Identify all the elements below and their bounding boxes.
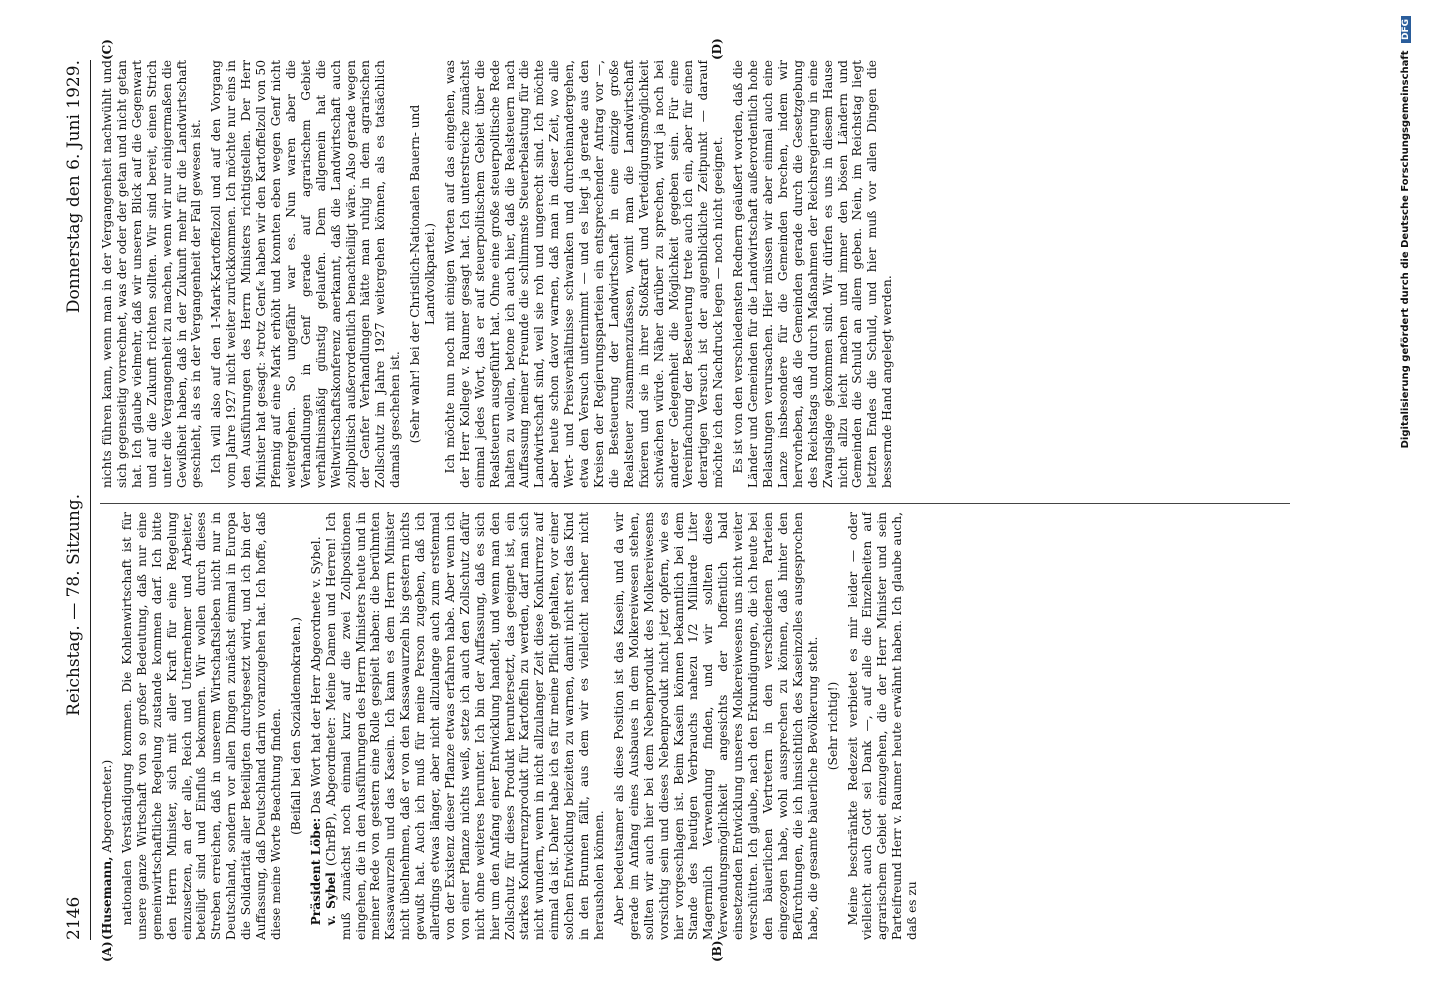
speaker-role: Abgeordneter.) — [100, 759, 114, 857]
paragraph — [846, 512, 921, 940]
paragraph-text: Aber bedeutsamer als diese Position ist das Kasein, und da wir gerade im Anfang eines Ausbaues in dem Molkereiwesen stehen, sollten wir auch hier bei dem Nebenprodukt des Molkereiwesens vorsichtig sein und dieses Nebenprodukt nicht jetzt opfern, wie es hier vorgeschlagen ist. Beim Kasein können bekanntlich bei dem Stande des heutigen Verbrauchs nahezu 1/2 Milliarde Liter Magermilch Verwendung finden, und wir sollten diese Verwendungsmöglichkeit angesichts der hoffentlich bald einsetzenden Entwicklung unseres Molkereiwesens uns nicht weiter verschütten. Ich glaube, nach den Erkundigungen, die ich heute bei den bäuerlichen Vertretern in den verschiedenen Parteien eingezogen habe, wohl aussprechen zu können, daß hinter den Befürchtungen, die ich hinsichtlich des Kaseinzolles ausgesprochen habe, die gesamte bäuerliche Bevölkerung steht. — [611, 512, 820, 940]
digitization-credit — [1400, 0, 1420, 1000]
interjection-text: (Beifall bei den Sozialdemokraten.) — [288, 617, 303, 835]
interjection-text: (Sehr wahr! bei der Christlich-Nationalen Bauern- und Landvolkpartei.) — [408, 104, 438, 444]
paragraph-text: nichts führen kann, wenn man in der Vergangenheit nachwühlt und sich gegenseitig vorrechnet, was der oder der getan und nicht getan hat. Ich glaube vielmehr, daß wir unseren Blick auf die Gegenwart und auf die Zukunft richten sollten. Wir sind bereit, einen Strich unter die Vergangenheit zu machen, wenn wir nur einigermaßen die Gewißheit haben, daß in der Zukunft mehr für die Landwirtschaft geschieht, als es in der Vergangenheit der Fall gewesen ist. — [100, 60, 204, 488]
dfg-logo: DFG — [1401, 16, 1411, 43]
paragraph-text: Ich will also auf den 1-Mark-Kartoffelzoll und auf den Vorgang vom Jahre 1927 nicht weiter zurückkommen. Ich möchte nur eins in den Ausführungen des Herrn Ministers richtigstellen. Der Herr Minister hat gesagt: »trotz Genf« haben wir den Kartoffelzoll von 50 Pfennig auf eine Mark erhöht und konnten eben wegen Genf nicht weitergehen. So ungefähr war es. Nun waren aber die Verhandlungen in Genf gerade auf agrarischem Gebiet verhältnismäßig günstig gelaufen. Dem allgemein hat die Weltwirtschaftskonferenz anerkannt, daß die Landwirtschaft auch zollpolitisch außerordentlich benachteiligt wäre. Also gerade wegen der Genfer Verhandlungen hätte man ruhig in dem agrarischen Zollschutz im Jahre 1927 weitergehen können, als es tatsächlich damals geschehen ist. — [209, 60, 403, 488]
page-number: 2146 — [64, 896, 84, 940]
margin-marker-b: (B) — [710, 940, 724, 962]
speaker-paragraph — [324, 512, 607, 940]
page-header — [60, 60, 84, 940]
speech-text: Das Wort hat der Herr Abgeordnete v. Sybel. — [308, 536, 323, 818]
interjection — [408, 60, 438, 488]
header-rule — [90, 60, 91, 940]
paragraph — [443, 60, 726, 488]
left-column — [100, 512, 1290, 940]
right-column — [100, 60, 1290, 488]
interjection — [289, 512, 304, 940]
speaker-role: (ChrBP), Abgeordneter: — [323, 716, 338, 873]
paragraph — [120, 512, 284, 940]
speech-text: Meine Damen und Herren! Ich muß zunächst noch einmal kurz auf die zwei Zollpositionen eingehen, die in den Ausführungen des Herrn Ministers heute und in meiner Rede von gestern eine Rolle gespielt haben: die berühmten Kassawaurzeln und das Kasein. Ich kann es dem Herrn Minister nicht übelnehmen, daß er von den Kassawaurzeln bis gestern nichts gewußt hat. Auch ich muß für meine Person zugeben, daß ich allerdings etwas länger, aber nicht allzulange auch zum erstenmal von der Existenz dieser Pflanze etwas erfahren habe. Aber wenn ich von einer Pflanze nichts weiß, setze ich auch den Zollschutz dafür nicht ohne weiteres herunter. Ich bin der Auffassung, daß es sich hier um den Anfang einer Entwicklung handelt, und wenn man den Zollschutz für dieses Produkt heruntersetzt, das geeignet ist, ein starkes Konkurrenzprodukt für Kartoffeln zu werden, darf man sich nicht wundern, wenn in nicht allzulanger Zeit diese Konkurrenz auf einmal da ist. Daher habe ich es für meine Pflicht gehalten, vor einer solchen Entwicklung beizeiten zu warnen, damit nicht erst das Kind in den Brunnen fällt, aus dem wir es vielleicht nachher nicht herausholen können. — [323, 512, 606, 940]
margin-marker-d: (D) — [710, 38, 724, 60]
margin-marker-a: (A) — [100, 941, 114, 962]
margin-marker-c: (C) — [100, 39, 114, 60]
paragraph — [731, 60, 895, 488]
paragraph — [209, 60, 403, 488]
speaker-paragraph — [100, 512, 115, 940]
paragraph — [100, 60, 204, 488]
speaker-paragraph — [309, 512, 324, 940]
interjection — [826, 512, 841, 940]
credit-text: Digitalisierung gefördert durch die Deutsche Forschungsgemeinschaft — [1400, 50, 1411, 449]
paragraph-text: Ich möchte nun noch mit einigen Worten auf das eingehen, was der Herr Kollege v. Raumer gesagt hat. Ich unterstreiche zunächst einmal jedes Wort, das er auf steuerpolitischem Gebiet über die Realsteuern ausgeführt hat. Ohne eine große steuerpolitische Rede halten zu wollen, betone ich auch hier, daß die Realsteuern nach Auffassung meiner Freunde die schlimmste Steuerbelastung für die Landwirtschaft sind, weil sie roh und ungerecht sind. Ich möchte aber heute schon davor warnen, daß man in dieser Zeit, wo alle Wert- und Preisverhältnisse schwanken und durcheinandergehen, etwa den Versuch unternimmt — und es liegt ja gerade aus den Kreisen der Regierungsparteien ein entsprechender Antrag vor —, die Besteuerung der Landwirtschaft in eine einzige große Realsteuer zusammenzufassen, womit man die Landwirtschaft fixieren und sie in ihrer Stoßkraft und Verteidigungsmöglichkeit schwächen würde. Näher darüber zu sprechen, wird ja noch bei anderer Gelegenheit die Möglichkeit gegeben sein. Für eine Vereinfachung der Besteuerung trete auch ich ein, aber für einen derartigen Versuch ist der augenblickliche Zeitpunkt — darauf möchte ich den Nachdruck legen — noch nicht geeignet. — [442, 60, 726, 488]
paragraph-text: Meine beschränkte Redezeit verbietet es mir leider — oder vielleicht auch Gott sei Dank —, auf alle die Einzelheiten auf agrarischem Gebiet einzugehen, die der Herr Minister und sein Parteifreund Herr v. Raumer heute erwähnt haben. Ich glaube auch, daß es zu — [845, 512, 920, 940]
speaker-name: (Husemann, — [100, 856, 114, 940]
session-date: Donnerstag den 6. Juni 1929. — [64, 60, 84, 314]
paragraph-text: Es ist von den verschiedensten Rednern geäußert worden, daß die Länder und Gemeinden für die Landwirtschaft außerordentlich hohe Belastungen verursachen. Hier müssen wir aber einmal auch eine Lanze insbesondere für die Gemeinden brechen, indem wir hervorheben, daß die Gemeinden gerade durch die Gesetzgebung des Reichstags und durch Maßnahmen der Reichsregierung in eine Zwangslage gekommen sind. Wir dürfen es uns in diesem Hause nicht allzu leicht machen und immer den bösen Ländern und Gemeinden die Schuld an allem geben. Nein, im Reichstag liegt letzten Endes die Schuld, und hier muß vor allen Dingen die bessernde Hand angelegt werden. — [731, 60, 895, 488]
interjection-text: (Sehr richtig!) — [825, 681, 840, 771]
paragraph — [612, 512, 821, 940]
column-divider — [100, 503, 1290, 504]
speaker-name: v. Sybel — [323, 872, 338, 926]
session-title: Reichstag. — 78. Sitzung. — [64, 493, 84, 716]
paragraph-text: nationalen Verständigung kommen. Die Kohlenwirtschaft ist für unsere ganze Wirtschaft von so großer Bedeutung, daß nur eine gemeinwirtschaftliche Regelung zustande kommen darf. Ich bitte den Herrn Minister, sich mit aller Kraft für eine Regelung einzusetzen, an der alle, Reich und Unternehmer und Arbeiter, beteiligt sind und Einfluß bekommen. Wir wollen durch dieses Streben erreichen, daß in unserem Wirtschaftsleben nicht nur in Deutschland, sondern vor allen Dingen zunächst einmal in Europa die Solidarität aller Beteiligten durchgesetzt wird, und ich bin der Auffassung, daß Deutschland darin voranzugehen hat. Ich hoffe, daß diese meine Worte Beachtung finden. — [119, 512, 283, 940]
speaker-name: Präsident Löbe: — [308, 817, 323, 926]
